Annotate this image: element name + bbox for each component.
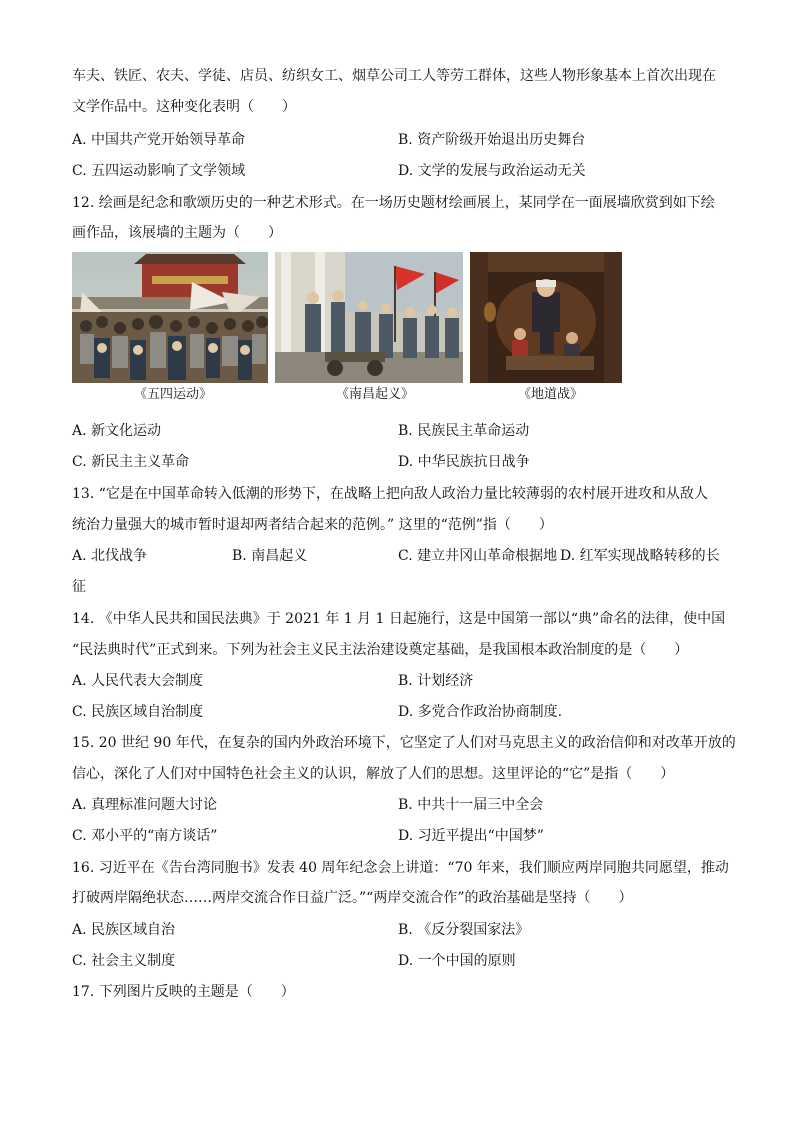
q11-option-c[interactable]: C. 五四运动影响了文学领域 bbox=[72, 163, 246, 179]
q12-option-c[interactable]: C. 新民主主义革命 bbox=[72, 454, 190, 470]
q16-option-d[interactable]: D. 一个中国的原则 bbox=[398, 953, 516, 969]
q11-option-b[interactable]: B. 资产阶级开始退出历史舞台 bbox=[398, 132, 586, 148]
question-12-text-line-1: 12. 绘画是纪念和歌颂历史的一种艺术形式。在一场历史题材绘画展上，某同学在一面展墙欣赏到如下绘 bbox=[72, 195, 715, 211]
q12-option-d[interactable]: D. 中华民族抗日战争 bbox=[398, 454, 530, 470]
question-15-text-line-1: 15. 20 世纪 90 年代，在复杂的国内外政治环境下，它坚定了人们对马克思主义的政治信仰和对改革开放的 bbox=[72, 735, 736, 751]
q15-option-a[interactable]: A. 真理标准问题大讨论 bbox=[72, 797, 218, 813]
q11-option-a[interactable]: A. 中国共产党开始领导革命 bbox=[72, 132, 246, 148]
question-14-text-line-1: 14. 《中华人民共和国民法典》于 2021 年 1 月 1 日起施行，这是中国第一部以“典”命名的法律，使中国 bbox=[72, 611, 726, 627]
question-16-text-line-1: 16. 习近平在《告台湾同胞书》发表 40 周年纪念会上讲道：“70 年来，我们顺应两岸同胞共同愿望，推动 bbox=[72, 860, 729, 876]
q15-option-c[interactable]: C. 邓小平的“南方谈话” bbox=[72, 828, 218, 844]
q12-option-a[interactable]: A. 新文化运动 bbox=[72, 423, 162, 439]
caption-tunnel-warfare: 《地道战》 bbox=[518, 387, 584, 402]
q16-option-b[interactable]: B. 《反分裂国家法》 bbox=[398, 922, 530, 938]
q13-option-d[interactable]: D. 红军实现战略转移的长 bbox=[560, 548, 720, 564]
q16-option-c[interactable]: C. 社会主义制度 bbox=[72, 953, 176, 969]
question-14-text-line-2: “民法典时代”正式到来。下列为社会主义民主法治建设奠定基础，是我国根本政治制度的是（ ） bbox=[72, 642, 689, 658]
q16-option-a[interactable]: A. 民族区域自治 bbox=[72, 922, 176, 938]
q13-option-b[interactable]: B. 南昌起义 bbox=[232, 548, 308, 564]
q15-option-b[interactable]: B. 中共十一届三中全会 bbox=[398, 797, 544, 813]
caption-nanchang-uprising: 《南昌起义》 bbox=[336, 387, 415, 402]
question-11-text-line-2: 文学作品中。这种变化表明（ ） bbox=[72, 99, 296, 115]
question-12-text-line-2: 画作品，该展墙的主题为（ ） bbox=[72, 225, 282, 241]
painting-may-fourth bbox=[72, 252, 268, 383]
q14-option-c[interactable]: C. 民族区域自治制度 bbox=[72, 704, 204, 720]
q13-option-d-wrap: 征 bbox=[72, 579, 86, 595]
q15-option-d[interactable]: D. 习近平提出“中国梦” bbox=[398, 828, 544, 844]
q13-option-c[interactable]: C. 建立井冈山革命根据地 bbox=[398, 548, 558, 564]
q12-option-b[interactable]: B. 民族民主革命运动 bbox=[398, 423, 530, 439]
question-11-text-line-1: 车夫、铁匠、农夫、学徒、店员、纺织女工、烟草公司工人等劳工群体，这些人物形象基本上首次出现在 bbox=[72, 68, 716, 84]
question-17-text-line-1: 17. 下列图片反映的主题是（ ） bbox=[72, 984, 295, 1000]
q13-option-a[interactable]: A. 北伐战争 bbox=[72, 548, 148, 564]
question-13-text-line-1: 13. “它是在中国革命转入低潮的形势下，在战略上把向敌人政治力量比较薄弱的农村展开进攻和从敌人 bbox=[72, 486, 708, 502]
question-15-text-line-2: 信心，深化了人们对中国特色社会主义的认识，解放了人们的思想。这里评论的“它”是指（ ） bbox=[72, 766, 675, 782]
q14-option-b[interactable]: B. 计划经济 bbox=[398, 673, 474, 689]
caption-may-fourth: 《五四运动》 bbox=[134, 387, 213, 402]
painting-tunnel-warfare bbox=[470, 252, 622, 383]
q11-option-d[interactable]: D. 文学的发展与政治运动无关 bbox=[398, 163, 586, 179]
question-13-text-line-2: 统治力量强大的城市暂时退却两者结合起来的范例。” 这里的“范例”指（ ） bbox=[72, 517, 553, 533]
q14-option-a[interactable]: A. 人民代表大会制度 bbox=[72, 673, 204, 689]
q14-option-d[interactable]: D. 多党合作政治协商制度. bbox=[398, 704, 563, 720]
painting-nanchang-uprising bbox=[275, 252, 463, 383]
question-16-text-line-2: 打破两岸隔绝状态……两岸交流合作日益广泛。”“两岸交流合作”的政治基础是坚持（ ） bbox=[72, 890, 633, 906]
